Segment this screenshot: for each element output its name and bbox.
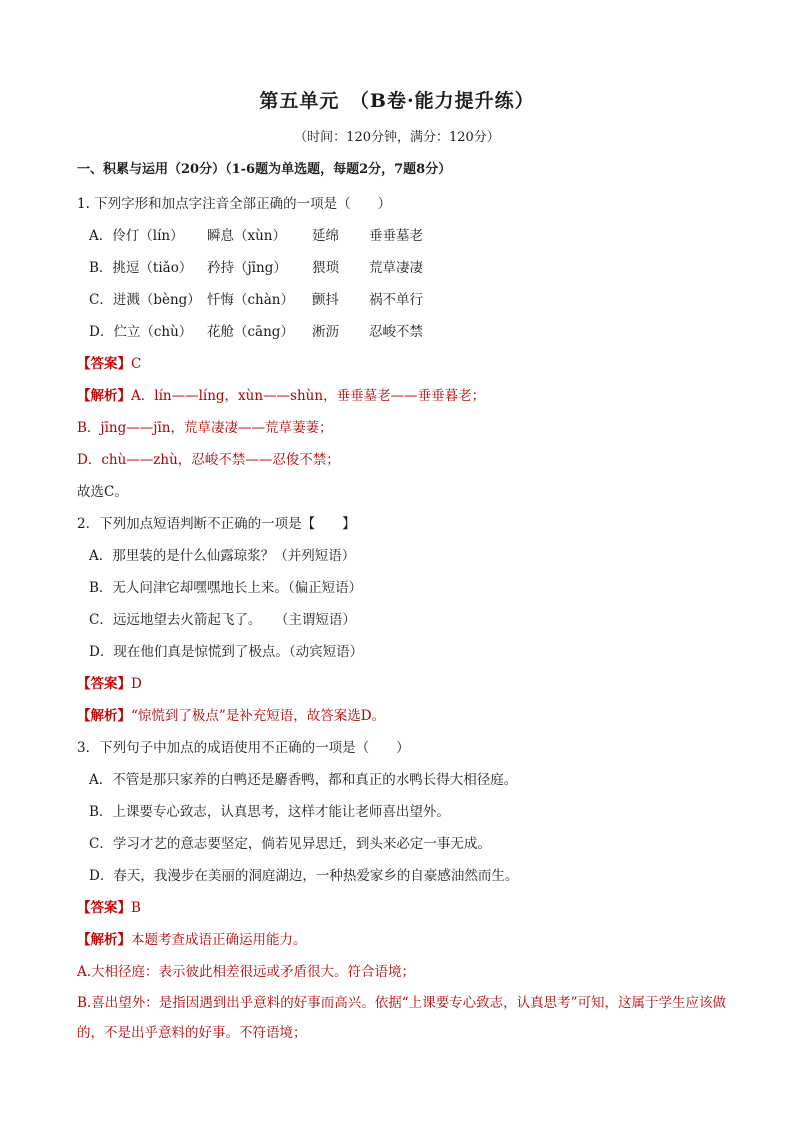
question-2-option-a: A．那里装的是什么仙露琼浆？（并列短语） xyxy=(89,548,356,564)
question-3-analysis: 【解析】本题考查成语正确运用能力。 xyxy=(77,932,307,948)
answer-tag: 【答案】 xyxy=(77,356,131,372)
page-subtitle: （时间：120分钟，满分：120分） xyxy=(294,130,500,145)
question-2-option-d: D．现在他们真是惊慌到了极点。（动宾短语） xyxy=(89,644,364,660)
question-1-analysis-b: B．jīng——jīn，荒草凄凄——荒草萋萋； xyxy=(77,420,333,436)
question-1-option-b: B．挑逗（tiǎo） 矜持（jīng） 猥琐 荒草凄凄 xyxy=(89,260,423,276)
question-1-analysis: 【解析】A．lín——líng，xùn——shùn，垂垂墓老——垂垂暮老； xyxy=(77,388,486,404)
question-3-option-b: B．上课要专心致志，认真思考，这样才能让老师喜出望外。 xyxy=(89,804,450,820)
question-1-option-d: D．伫立（chù） 花舱（cāng） 淅沥 忍峻不禁 xyxy=(89,324,423,340)
question-3-option-a: A．不管是那只家养的白鸭还是麝香鸭，都和真正的水鸭长得大相径庭。 xyxy=(89,772,518,788)
question-2-option-b: B．无人问津它却嘿嘿地长上来。（偏正短语） xyxy=(89,580,363,596)
question-3-stem: 3．下列句子中加点的成语使用不正确的一项是（ ） xyxy=(77,740,410,756)
question-2-analysis: 【解析】“惊慌到了极点”是补充短语，故答案选D。 xyxy=(77,708,386,724)
question-3-detail-a: A.大相径庭：表示彼此相差很远或矛盾很大。符合语境； xyxy=(77,964,416,980)
answer-value: B xyxy=(131,900,141,916)
analysis-tag: 【解析】 xyxy=(77,932,131,948)
question-1-conclusion: 故选C。 xyxy=(77,484,128,500)
question-3-detail-b: B.喜出望外：是指因遇到出乎意料的好事而高兴。依据“上课要专心致志，认真思考”可知，这属于学生应该做的，不是出乎意料的好事。不符语境； xyxy=(77,995,727,1041)
question-1-stem: 1. 下列字形和加点字注音全部正确的一项是（ ） xyxy=(77,196,392,212)
question-1-analysis-d: D．chù——zhù，忍峻不禁——忍俊不禁； xyxy=(77,452,340,468)
question-3-answer xyxy=(77,892,727,924)
question-3-option-d: D．春天，我漫步在美丽的洞庭湖边，一种热爱家乡的自豪感油然而生。 xyxy=(89,868,519,884)
section-heading: 一、积累与运用（20分）（1-6题为单选题，每题2分，7题8分） xyxy=(77,162,452,177)
question-2-answer xyxy=(77,668,727,700)
answer-value: D xyxy=(131,676,142,692)
question-2-stem: 2．下列加点短语判断不正确的一项是【 】 xyxy=(77,516,356,532)
question-3-option-c: C．学习才艺的意志要坚定，倘若见异思迁，到头来必定一事无成。 xyxy=(89,836,491,852)
analysis-tag: 【解析】 xyxy=(77,388,131,404)
answer-tag: 【答案】 xyxy=(77,900,131,916)
answer-value: C xyxy=(131,356,142,372)
question-1-answer xyxy=(77,348,727,380)
analysis-tag: 【解析】 xyxy=(77,708,131,724)
question-2-option-c: C．远远地望去火箭起飞了。 （主谓短语） xyxy=(89,612,356,628)
question-1-option-c: C．迸溅（bèng） 忏悔（chàn） 颤抖 祸不单行 xyxy=(89,292,423,308)
answer-tag: 【答案】 xyxy=(77,676,131,692)
question-1-option-a: A．伶仃（lín） 瞬息（xùn） 延绵 垂垂墓老 xyxy=(89,228,423,244)
questions xyxy=(77,188,727,1048)
page-title: 第五单元 （B卷·能力提升练） xyxy=(259,90,535,112)
